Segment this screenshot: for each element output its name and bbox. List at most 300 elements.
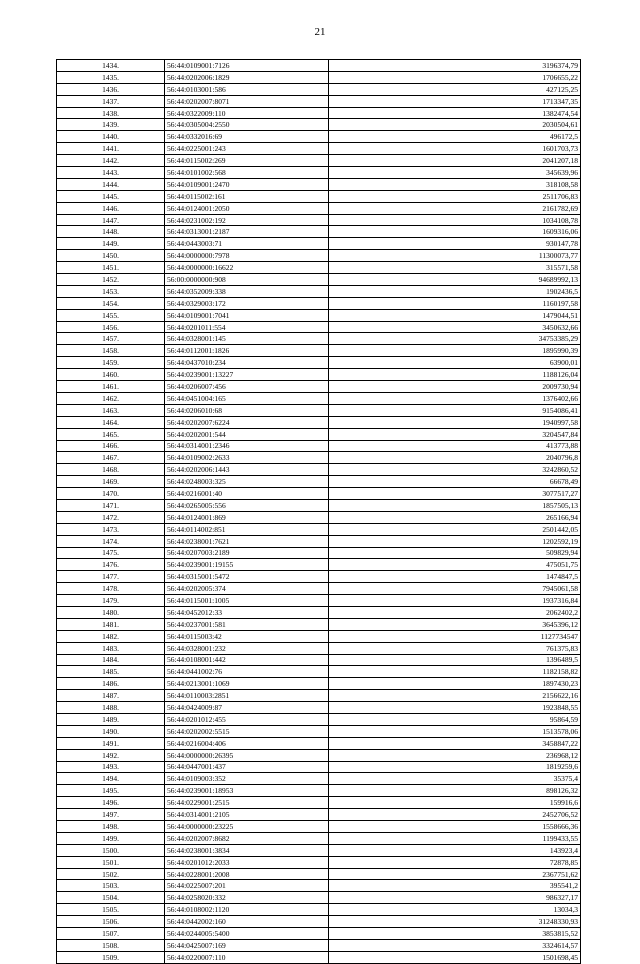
table-row xyxy=(57,309,581,321)
row-number: 1442. xyxy=(57,155,165,167)
cadastral-number: 56:44:0112001:1826 xyxy=(165,345,329,357)
row-number: 1498. xyxy=(57,821,165,833)
cadastral-value: 265166,94 xyxy=(329,511,581,523)
cadastral-value: 72878,85 xyxy=(329,856,581,868)
cadastral-number: 56:44:0109003:352 xyxy=(165,773,329,785)
row-number: 1494. xyxy=(57,773,165,785)
cadastral-number: 56:44:0447001:437 xyxy=(165,761,329,773)
cadastral-number: 56:44:0201012:2033 xyxy=(165,856,329,868)
row-number: 1487. xyxy=(57,690,165,702)
cadastral-value: 2062402,2 xyxy=(329,606,581,618)
row-number: 1485. xyxy=(57,666,165,678)
cadastral-number: 56:44:0352009:338 xyxy=(165,285,329,297)
table-row xyxy=(57,392,581,404)
table-row xyxy=(57,630,581,642)
row-number: 1477. xyxy=(57,571,165,583)
cadastral-value: 475051,75 xyxy=(329,559,581,571)
cadastral-value: 35375,4 xyxy=(329,773,581,785)
row-number: 1470. xyxy=(57,488,165,500)
row-number: 1481. xyxy=(57,618,165,630)
table-row xyxy=(57,71,581,83)
table-row xyxy=(57,606,581,618)
row-number: 1500. xyxy=(57,844,165,856)
cadastral-number: 56:44:0315001:5472 xyxy=(165,571,329,583)
row-number: 1468. xyxy=(57,464,165,476)
cadastral-number: 56:44:0248003:325 xyxy=(165,476,329,488)
row-number: 1474. xyxy=(57,535,165,547)
table-row xyxy=(57,654,581,666)
table-row xyxy=(57,595,581,607)
cadastral-number: 56:44:0229001:2515 xyxy=(165,797,329,809)
table-row xyxy=(57,476,581,488)
table-row xyxy=(57,131,581,143)
cadastral-value: 3645396,12 xyxy=(329,618,581,630)
cadastral-number: 56:00:0000000:908 xyxy=(165,274,329,286)
row-number: 1478. xyxy=(57,583,165,595)
table-row xyxy=(57,785,581,797)
cadastral-value: 318108,58 xyxy=(329,178,581,190)
row-number: 1496. xyxy=(57,797,165,809)
table-row xyxy=(57,143,581,155)
table-row xyxy=(57,939,581,951)
row-number: 1479. xyxy=(57,595,165,607)
cadastral-value: 1182158,82 xyxy=(329,666,581,678)
cadastral-value: 1479044,51 xyxy=(329,309,581,321)
row-number: 1434. xyxy=(57,60,165,72)
cadastral-number: 56:44:0424009:87 xyxy=(165,702,329,714)
cadastral-number: 56:44:0322009:110 xyxy=(165,107,329,119)
row-number: 1455. xyxy=(57,309,165,321)
cadastral-number: 56:44:0314001:2105 xyxy=(165,809,329,821)
cadastral-value: 3450632,66 xyxy=(329,321,581,333)
cadastral-number: 56:44:0109002:2633 xyxy=(165,452,329,464)
cadastral-value: 2041207,18 xyxy=(329,155,581,167)
cadastral-number: 56:44:0265005:556 xyxy=(165,499,329,511)
table-row xyxy=(57,618,581,630)
row-number: 1446. xyxy=(57,202,165,214)
cadastral-number: 56:44:0216001:40 xyxy=(165,488,329,500)
row-number: 1484. xyxy=(57,654,165,666)
row-number: 1449. xyxy=(57,238,165,250)
table-row xyxy=(57,428,581,440)
table-row xyxy=(57,868,581,880)
cadastral-number: 56:44:0109001:7126 xyxy=(165,60,329,72)
cadastral-value: 2009730,94 xyxy=(329,381,581,393)
row-number: 1493. xyxy=(57,761,165,773)
table-row xyxy=(57,155,581,167)
table-row xyxy=(57,523,581,535)
row-number: 1451. xyxy=(57,262,165,274)
cadastral-value: 9154086,41 xyxy=(329,404,581,416)
cadastral-value: 509829,94 xyxy=(329,547,581,559)
cadastral-value: 3242860,52 xyxy=(329,464,581,476)
row-number: 1456. xyxy=(57,321,165,333)
cadastral-value: 1188126,04 xyxy=(329,369,581,381)
cadastral-value: 143923,4 xyxy=(329,844,581,856)
cadastral-number: 56:44:0314001:2346 xyxy=(165,440,329,452)
cadastral-value: 2040796,8 xyxy=(329,452,581,464)
row-number: 1448. xyxy=(57,226,165,238)
cadastral-value: 898126,32 xyxy=(329,785,581,797)
cadastral-number: 56:44:0206010:68 xyxy=(165,404,329,416)
table-row xyxy=(57,357,581,369)
table-row xyxy=(57,928,581,940)
table-row xyxy=(57,238,581,250)
table-row xyxy=(57,535,581,547)
row-number: 1459. xyxy=(57,357,165,369)
cadastral-number: 56:44:0202002:5515 xyxy=(165,725,329,737)
table-row xyxy=(57,547,581,559)
cadastral-value: 2511706,83 xyxy=(329,190,581,202)
row-number: 1506. xyxy=(57,916,165,928)
row-number: 1445. xyxy=(57,190,165,202)
table-row xyxy=(57,559,581,571)
cadastral-value: 2161782,69 xyxy=(329,202,581,214)
row-number: 1444. xyxy=(57,178,165,190)
row-number: 1457. xyxy=(57,333,165,345)
row-number: 1460. xyxy=(57,369,165,381)
row-number: 1436. xyxy=(57,83,165,95)
table-row xyxy=(57,511,581,523)
cadastral-value: 1396489,5 xyxy=(329,654,581,666)
cadastral-number: 56:44:0115002:161 xyxy=(165,190,329,202)
cadastral-number: 56:44:0202007:8682 xyxy=(165,832,329,844)
cadastral-number: 56:44:0103001:586 xyxy=(165,83,329,95)
row-number: 1472. xyxy=(57,511,165,523)
cadastral-value: 1897430,23 xyxy=(329,678,581,690)
table-row xyxy=(57,416,581,428)
cadastral-number: 56:44:0124001:869 xyxy=(165,511,329,523)
cadastral-number: 56:44:0108002:1120 xyxy=(165,904,329,916)
cadastral-value: 1160197,58 xyxy=(329,297,581,309)
row-number: 1453. xyxy=(57,285,165,297)
table-row xyxy=(57,702,581,714)
cadastral-value: 66678,49 xyxy=(329,476,581,488)
table-row xyxy=(57,821,581,833)
table-row xyxy=(57,678,581,690)
table-row xyxy=(57,83,581,95)
table-row xyxy=(57,916,581,928)
row-number: 1441. xyxy=(57,143,165,155)
cadastral-number: 56:44:0213001:1069 xyxy=(165,678,329,690)
cadastral-value: 1382474,54 xyxy=(329,107,581,119)
row-number: 1476. xyxy=(57,559,165,571)
table-row xyxy=(57,464,581,476)
row-number: 1461. xyxy=(57,381,165,393)
cadastral-value-table xyxy=(56,59,581,964)
table-row xyxy=(57,713,581,725)
table-row xyxy=(57,440,581,452)
row-number: 1502. xyxy=(57,868,165,880)
row-number: 1447. xyxy=(57,214,165,226)
cadastral-value: 3324614,57 xyxy=(329,939,581,951)
cadastral-value: 1706655,22 xyxy=(329,71,581,83)
table-row xyxy=(57,190,581,202)
cadastral-number: 56:44:0207003:2189 xyxy=(165,547,329,559)
cadastral-number: 56:44:0201012:455 xyxy=(165,713,329,725)
cadastral-number: 56:44:0328001:232 xyxy=(165,642,329,654)
cadastral-value: 1376402,66 xyxy=(329,392,581,404)
cadastral-number: 56:44:0202006:1443 xyxy=(165,464,329,476)
cadastral-value: 1474847,5 xyxy=(329,571,581,583)
table-row xyxy=(57,178,581,190)
row-number: 1505. xyxy=(57,904,165,916)
table-row xyxy=(57,499,581,511)
table-row xyxy=(57,749,581,761)
table-body xyxy=(57,60,581,964)
cadastral-number: 56:44:0000000:26395 xyxy=(165,749,329,761)
table-row xyxy=(57,285,581,297)
table-row xyxy=(57,167,581,179)
table-row xyxy=(57,797,581,809)
cadastral-value: 3196374,79 xyxy=(329,60,581,72)
cadastral-value: 413773,88 xyxy=(329,440,581,452)
row-number: 1458. xyxy=(57,345,165,357)
cadastral-number: 56:44:0114002:851 xyxy=(165,523,329,535)
table-row xyxy=(57,725,581,737)
table-row xyxy=(57,95,581,107)
row-number: 1440. xyxy=(57,131,165,143)
cadastral-number: 56:44:0225007:201 xyxy=(165,880,329,892)
table-row xyxy=(57,892,581,904)
table-row xyxy=(57,202,581,214)
row-number: 1490. xyxy=(57,725,165,737)
table-row xyxy=(57,369,581,381)
table-row xyxy=(57,642,581,654)
cadastral-number: 56:44:0238001:3834 xyxy=(165,844,329,856)
row-number: 1480. xyxy=(57,606,165,618)
table-row xyxy=(57,583,581,595)
cadastral-number: 56:44:0115002:269 xyxy=(165,155,329,167)
cadastral-value: 1940997,58 xyxy=(329,416,581,428)
row-number: 1439. xyxy=(57,119,165,131)
table-row xyxy=(57,404,581,416)
cadastral-value: 95864,59 xyxy=(329,713,581,725)
row-number: 1443. xyxy=(57,167,165,179)
cadastral-number: 56:44:0216004:406 xyxy=(165,737,329,749)
cadastral-value: 2501442,05 xyxy=(329,523,581,535)
cadastral-value: 3458847,22 xyxy=(329,737,581,749)
table-row xyxy=(57,214,581,226)
cadastral-number: 56:44:0108001:442 xyxy=(165,654,329,666)
cadastral-value: 236968,12 xyxy=(329,749,581,761)
table-row xyxy=(57,60,581,72)
cadastral-number: 56:44:0237001:581 xyxy=(165,618,329,630)
cadastral-number: 56:44:0115001:1005 xyxy=(165,595,329,607)
cadastral-number: 56:44:0000000:16622 xyxy=(165,262,329,274)
cadastral-value: 3077517,27 xyxy=(329,488,581,500)
table-row xyxy=(57,904,581,916)
cadastral-number: 56:44:0220007:110 xyxy=(165,951,329,963)
table-row xyxy=(57,488,581,500)
cadastral-value: 1713347,35 xyxy=(329,95,581,107)
cadastral-value: 1819259,6 xyxy=(329,761,581,773)
cadastral-value: 2367751,62 xyxy=(329,868,581,880)
row-number: 1504. xyxy=(57,892,165,904)
cadastral-value: 13034,3 xyxy=(329,904,581,916)
cadastral-value: 1127734547 xyxy=(329,630,581,642)
cadastral-number: 56:44:0305004:2550 xyxy=(165,119,329,131)
table-row xyxy=(57,856,581,868)
row-number: 1482. xyxy=(57,630,165,642)
cadastral-value: 31248330,93 xyxy=(329,916,581,928)
cadastral-value: 930147,78 xyxy=(329,238,581,250)
cadastral-number: 56:44:0110003:2851 xyxy=(165,690,329,702)
table-row xyxy=(57,737,581,749)
cadastral-number: 56:44:0329003:172 xyxy=(165,297,329,309)
row-number: 1488. xyxy=(57,702,165,714)
table-row xyxy=(57,321,581,333)
cadastral-number: 56:44:0244005:5400 xyxy=(165,928,329,940)
row-number: 1464. xyxy=(57,416,165,428)
row-number: 1499. xyxy=(57,832,165,844)
row-number: 1495. xyxy=(57,785,165,797)
cadastral-value: 1501698,45 xyxy=(329,951,581,963)
cadastral-value: 1895990,39 xyxy=(329,345,581,357)
row-number: 1475. xyxy=(57,547,165,559)
table-row xyxy=(57,381,581,393)
cadastral-value: 496172,5 xyxy=(329,131,581,143)
table-row xyxy=(57,119,581,131)
row-number: 1465. xyxy=(57,428,165,440)
cadastral-number: 56:44:0201011:554 xyxy=(165,321,329,333)
cadastral-number: 56:44:0202006:1829 xyxy=(165,71,329,83)
table-row xyxy=(57,666,581,678)
cadastral-number: 56:44:0443003:71 xyxy=(165,238,329,250)
row-number: 1469. xyxy=(57,476,165,488)
cadastral-value: 2452706,52 xyxy=(329,809,581,821)
cadastral-value: 345639,96 xyxy=(329,167,581,179)
row-number: 1508. xyxy=(57,939,165,951)
table-row xyxy=(57,690,581,702)
row-number: 1452. xyxy=(57,274,165,286)
cadastral-number: 56:44:0000000:7978 xyxy=(165,250,329,262)
cadastral-number: 56:44:0258020:332 xyxy=(165,892,329,904)
table-row xyxy=(57,274,581,286)
cadastral-number: 56:44:0000000:23225 xyxy=(165,821,329,833)
cadastral-number: 56:44:0313001:2187 xyxy=(165,226,329,238)
cadastral-value: 94689992,13 xyxy=(329,274,581,286)
table-row xyxy=(57,345,581,357)
row-number: 1471. xyxy=(57,499,165,511)
cadastral-value: 395541,2 xyxy=(329,880,581,892)
cadastral-number: 56:44:0115003:42 xyxy=(165,630,329,642)
row-number: 1503. xyxy=(57,880,165,892)
table-row xyxy=(57,832,581,844)
cadastral-value: 2030504,61 xyxy=(329,119,581,131)
table-row xyxy=(57,809,581,821)
row-number: 1501. xyxy=(57,856,165,868)
cadastral-value: 761375,83 xyxy=(329,642,581,654)
row-number: 1467. xyxy=(57,452,165,464)
cadastral-value: 1923848,55 xyxy=(329,702,581,714)
page-number: 21 xyxy=(314,26,326,38)
cadastral-value: 7945061,58 xyxy=(329,583,581,595)
cadastral-number: 56:44:0452012:33 xyxy=(165,606,329,618)
row-number: 1450. xyxy=(57,250,165,262)
table-row xyxy=(57,844,581,856)
cadastral-number: 56:44:0437010:234 xyxy=(165,357,329,369)
cadastral-value: 34753385,29 xyxy=(329,333,581,345)
table-row xyxy=(57,250,581,262)
row-number: 1462. xyxy=(57,392,165,404)
row-number: 1483. xyxy=(57,642,165,654)
cadastral-number: 56:44:0109001:2470 xyxy=(165,178,329,190)
row-number: 1509. xyxy=(57,951,165,963)
table-row xyxy=(57,333,581,345)
cadastral-number: 56:44:0332016:69 xyxy=(165,131,329,143)
cadastral-number: 56:44:0231002:192 xyxy=(165,214,329,226)
table-row xyxy=(57,951,581,963)
cadastral-number: 56:44:0202005:374 xyxy=(165,583,329,595)
cadastral-value: 2156622,16 xyxy=(329,690,581,702)
cadastral-value: 3204547,84 xyxy=(329,428,581,440)
cadastral-value: 986327,17 xyxy=(329,892,581,904)
cadastral-value: 1513578,06 xyxy=(329,725,581,737)
cadastral-number: 56:44:0225001:243 xyxy=(165,143,329,155)
cadastral-number: 56:44:0328001:145 xyxy=(165,333,329,345)
cadastral-value: 1902436,5 xyxy=(329,285,581,297)
cadastral-number: 56:44:0238001:7621 xyxy=(165,535,329,547)
row-number: 1435. xyxy=(57,71,165,83)
row-number: 1466. xyxy=(57,440,165,452)
row-number: 1492. xyxy=(57,749,165,761)
row-number: 1473. xyxy=(57,523,165,535)
row-number: 1437. xyxy=(57,95,165,107)
cadastral-number: 56:44:0239001:19155 xyxy=(165,559,329,571)
cadastral-number: 56:44:0109001:7041 xyxy=(165,309,329,321)
cadastral-number: 56:44:0451004:165 xyxy=(165,392,329,404)
cadastral-value: 315571,58 xyxy=(329,262,581,274)
table-row xyxy=(57,262,581,274)
cadastral-value: 159916,6 xyxy=(329,797,581,809)
row-number: 1497. xyxy=(57,809,165,821)
cadastral-number: 56:44:0442002:160 xyxy=(165,916,329,928)
cadastral-number: 56:44:0206007:456 xyxy=(165,381,329,393)
cadastral-value: 1558666,36 xyxy=(329,821,581,833)
row-number: 1507. xyxy=(57,928,165,940)
table-row xyxy=(57,297,581,309)
row-number: 1489. xyxy=(57,713,165,725)
table-row xyxy=(57,571,581,583)
row-number: 1438. xyxy=(57,107,165,119)
table-row xyxy=(57,773,581,785)
row-number: 1454. xyxy=(57,297,165,309)
cadastral-value: 1601703,73 xyxy=(329,143,581,155)
row-number: 1491. xyxy=(57,737,165,749)
cadastral-value: 427125,25 xyxy=(329,83,581,95)
cadastral-number: 56:44:0202007:8071 xyxy=(165,95,329,107)
cadastral-value: 1857505,13 xyxy=(329,499,581,511)
row-number: 1486. xyxy=(57,678,165,690)
table-row xyxy=(57,761,581,773)
cadastral-value: 1609316,06 xyxy=(329,226,581,238)
cadastral-number: 56:44:0202007:6224 xyxy=(165,416,329,428)
cadastral-number: 56:44:0124001:2050 xyxy=(165,202,329,214)
cadastral-value: 1937316,84 xyxy=(329,595,581,607)
row-number: 1463. xyxy=(57,404,165,416)
cadastral-number: 56:44:0425007:169 xyxy=(165,939,329,951)
table-row xyxy=(57,452,581,464)
cadastral-number: 56:44:0239001:18953 xyxy=(165,785,329,797)
cadastral-number: 56:44:0101002:568 xyxy=(165,167,329,179)
cadastral-value: 63900,01 xyxy=(329,357,581,369)
cadastral-value: 1202592,19 xyxy=(329,535,581,547)
cadastral-value: 1034108,78 xyxy=(329,214,581,226)
cadastral-value: 1199433,55 xyxy=(329,832,581,844)
cadastral-number: 56:44:0202001:544 xyxy=(165,428,329,440)
cadastral-value: 3853815,52 xyxy=(329,928,581,940)
